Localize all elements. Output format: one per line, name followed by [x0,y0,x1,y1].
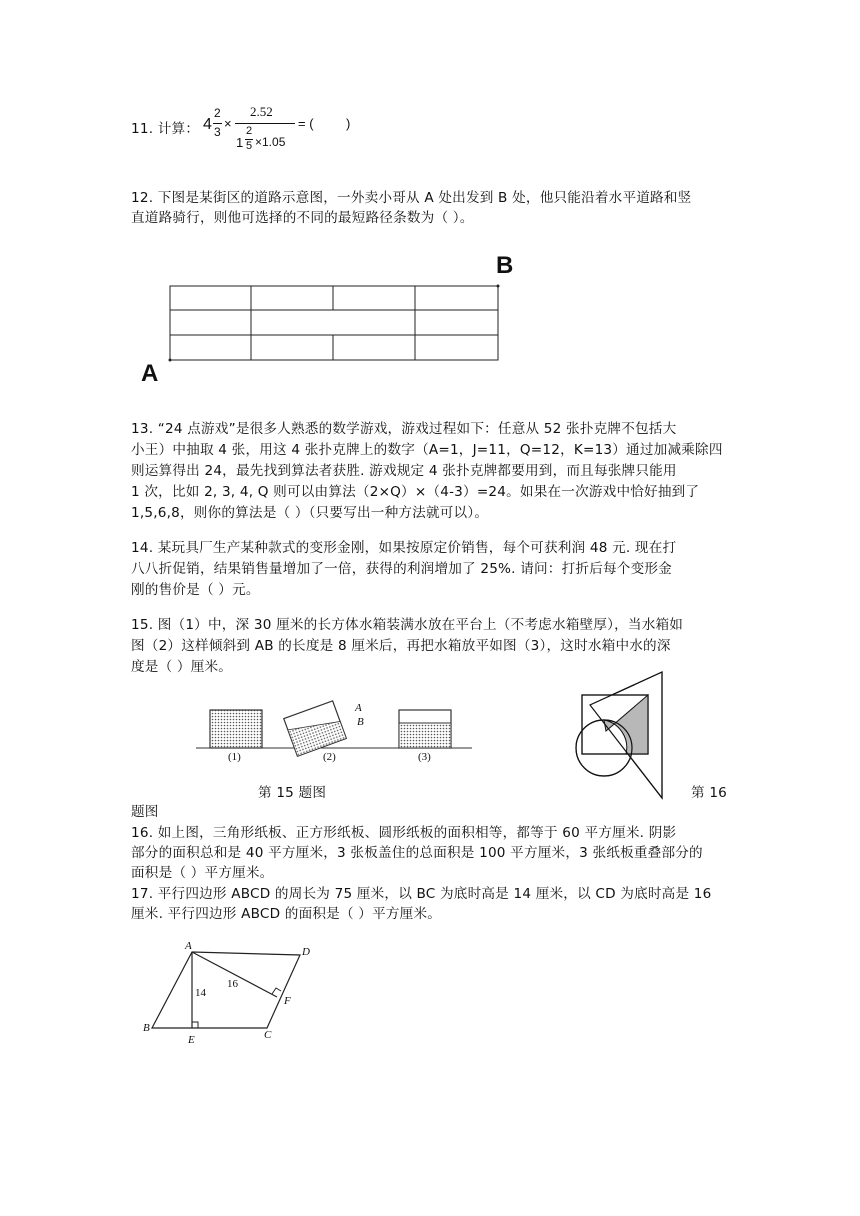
q13-line5: 1,5,6,8，则你的算法是（ ）（只要写出一种方法就可以）。 [131,505,489,521]
parallelogram-figure [140,940,320,1045]
q15-line1: 15. 图（1）中，深 30 厘米的长方体水箱装满水放在平台上（不考虑水箱壁厚），当水箱如 [131,617,684,633]
tank-label-1: (1) [228,751,241,763]
q16-caption-wrap: 题图 [131,804,159,820]
q14-line2: 八八折促销，结果销售量增加了一倍，获得的利润增加了 25%. 请问：打折后每个变形金 [131,561,672,577]
para-length-14: 14 [195,987,206,999]
q11-frac-num: 2 [214,106,221,120]
q11-frac-den: 3 [214,125,221,139]
q15-line3: 度是（ ）厘米。 [131,659,233,675]
q11-den-frac-num: 2 [246,125,253,137]
tank-point-a: A [355,702,362,714]
overlap-shapes-figure [570,668,680,800]
q16-line3: 面积是（ ）平方厘米。 [131,865,274,881]
tank-point-b: B [357,716,364,728]
q13-line2: 小王）中抽取 4 张，用这 4 张扑克牌上的数字（A=1，J=11，Q=12，K=13）通过加减乘除四 [131,442,723,458]
q11-numerator: 2.52 [250,104,273,119]
q11-answer-blank: = ( ) [298,116,351,131]
para-point-f: F [284,995,291,1007]
q11-den-frac-den: 5 [246,140,253,152]
point-b-label: B [496,252,514,279]
para-length-16: 16 [227,978,238,990]
q14-line3: 刚的售价是（ ）元。 [131,582,260,598]
q16-line1: 16. 如上图，三角形纸板、正方形纸板、圆形纸板的面积相等，都等于 60 平方厘米. 阴影 [131,825,677,841]
q11-main-fraction-bar [235,123,295,124]
q13-line1: 13. “24 点游戏”是很多人熟悉的数学游戏，游戏过程如下：任意从 52 张扑克牌不包括大 [131,421,677,437]
para-point-d: D [302,946,310,958]
q15-caption: 第 15 题图 [258,785,327,801]
q11-den-rest: ×1.05 [255,135,286,149]
para-point-e: E [188,1034,195,1046]
q12-line2: 直道路骑行，则他可选择的不同的最短路径条数为（ ）。 [131,210,474,226]
q13-line3: 则运算得出 24，最先找到算法者获胜. 游戏规定 4 张扑克牌都要用到，而且每张牌只能用 [131,463,677,479]
q17-line2: 厘米. 平行四边形 ABCD 的面积是（ ）平方厘米。 [131,906,442,922]
tank-label-2: (2) [323,751,336,763]
q16-caption: 第 16 [691,785,728,801]
q15-line2: 图（2）这样倾斜到 AB 的长度是 8 厘米后，再把水箱放平如图（3），这时水箱中水的深 [131,638,671,654]
tank-label-3: (3) [418,751,431,763]
q11-whole: 4 [203,116,212,133]
q11-times: × [224,116,232,131]
q11-expression [203,104,351,154]
para-point-c: C [264,1029,272,1041]
q11-label: 11. 计算： [131,121,200,137]
q17-line1: 17. 平行四边形 ABCD 的周长为 75 厘米，以 BC 为底时高是 14 厘米，以 CD 为底时高是 16 [131,886,712,902]
q11-den-whole: 1 [236,135,244,150]
q16-line2: 部分的面积总和是 40 平方厘米，3 张板盖住的总面积是 100 平方厘米，3 张纸板重叠部分的 [131,845,703,861]
street-grid-diagram [135,250,515,390]
q14-line1: 14. 某玩具厂生产某种款式的变形金刚，如果按原定价销售，每个可获利润 48 元. 现在打 [131,540,677,556]
para-point-a: A [185,940,192,952]
para-point-b: B [143,1022,150,1034]
q12-line1: 12. 下图是某街区的道路示意图，一外卖小哥从 A 处出发到 B 处，他只能沿着水平道路和竖 [131,190,692,206]
point-a-label: A [141,360,159,387]
q13-line4: 1 次，比如 2, 3, 4, Q 则可以由算法（2×Q）×（4-3）=24。如果在一次游戏中恰好抽到了 [131,484,700,500]
